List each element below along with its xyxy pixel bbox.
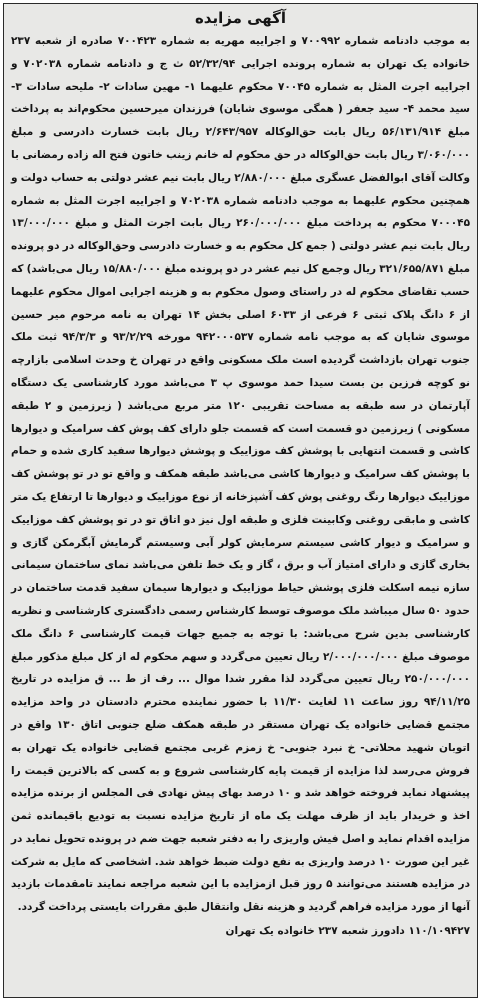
notice-title: آگهی مزایده xyxy=(194,9,287,27)
auction-notice xyxy=(3,3,478,998)
notice-body: به موجب دادنامه شماره ۷۰۰۹۹۲ و اجراییه مهریه به شماره ۷۰۰۴۲۳ صادره از شعبه ۲۳۷ خانواده یک تهران به شماره پرونده اجرایی ۵۲/۳۲/۹۴ ث ج و دادنامه شماره ۷۰۲۰۳۸ و اجراییه اجرت المثل به شماره ۷۰۰۴۵ محکوم علیهما ۱- مهین سادات ۲- ملیحه سادات ۳- سید محمد ۴- سید جعفر ( همگی موسوی شایان) فرزندان میرحسین محکوم‌اند به پرداخت مبلغ ۵۶/۱۳۱/۹۱۴ ریال بابت حق‌الوکاله ۲/۶۴۳/۹۵۷ ریال بابت خسارت دادرسی و مبلغ ۳/۰۶۰/۰۰۰ ریال بابت حق‌الوکاله در حق محکوم له خانم زینب خاتون فتح اله زاده رمضانی با وکالت آقای ابوالفضل عسگری مبلغ ۲/۸۸۰/۰۰۰ ریال بابت نیم عشر دولتی به حساب دولت و همچنین محکوم علیهما به موجب دادنامه شماره ۷۰۲۰۳۸ و اجراییه اجرت المثل به شماره ۷۰۰۰۴۵ محکوم به پرداخت مبلغ ۲۶۰/۰۰۰/۰۰۰ ریال بابت اجرت المثل و مبلغ ۱۳/۰۰۰/۰۰۰ ریال بابت نیم عشر دولتی ( جمع کل محکوم به و خسارت دادرسی وحق‌الوکاله در دو پرونده مبلغ ۳۲۱/۶۵۵/۸۷۱ ریال وجمع کل نیم عشر در دو پرونده مبلغ ۱۵/۸۸۰/۰۰۰ ریال می‌باشد) که حسب تقاضای محکوم له در راستای وصول محکوم به و هزینه اجرایی اموال محکوم علیهما از ۶ دانگ پلاک ثبتی ۶ فرعی از ۶۰۳۳ اصلی بخش ۱۴ تهران به نامه مرحوم میر حسین موسوی شایان که به موجب نامه شماره ۹۴۲۰۰۰۵۳۷ مورخه ۹۳/۲/۲۹ و ۹۴/۳/۳ ثبت ملک جنوب تهران بازداشت گردیده است ملک مسکونی واقع در تهران خ وحدت اسلامی بازارچه نو کوچه فرزین بن بست سیدا حمد موسوی پ ۳ می‌باشد مورد کارشناسی یک دستگاه آپارتمان در سه طبقه به مساحت تقریبی ۱۲۰ متر مربع می‌باشد ( زیرزمین و ۲ طبقه مسکونی ) زیرزمین دو قسمت است که قسمت جلو دارای کف پوش کف سرامیک و دیوارها کاشی و قسمت انتهایی با پوشش کف موزاییک و پوشش دیوارها سفید کاری شده و حمام با پوشش کف سرامیک و دیوارها کاشی می‌باشد طبقه همکف و واقع تو در تو پوشش کف موزاییک دیوارها رنگ روغنی پوش کف آشپزخانه از نوع موزاییک و دیوارها تا ارتفاع یک متر کاشی و مابقی روغنی وکابینت فلزی و طبقه اول نیز دو اتاق تو در تو پوشش کف موزاییک و سرامیک و دیوار کاشی سیستم سرمایش کولر آبی وسیستم گرمایش آبگرمکن گازی و بخاری گازی و دارای امتیاز آب و برق ، گاز و یک خط تلفن می‌باشد نمای ساختمان سیمانی سازه نیمه اسکلت فلزی پوشش حیاط موزاییک و دیوارها سیمان سفید قدمت ساختمان در حدود ۵۰ سال میباشد ملک موصوف توسط کارشناس رسمی دادگستری کارشناسی و نظریه کارشناسی بدین شرح می‌باشد: با توجه به جمیع جهات قیمت کارشناسی ۶ دانگ ملک موصوف مبلغ ۲/۰۰۰/۰۰۰/۰۰۰ ریال تعیین می‌گردد و سهم محکوم له از کل مبلغ مذکور مبلغ ۲۵۰/۰۰۰/۰۰۰ ریال تعیین می‌گردد لذا مقرر شدا موال ... رف از ط ... ق مزایده در تاریخ ۹۴/۱۱/۲۵ روز ساعت ۱۱ لغایت ۱۱/۳۰ با حضور نماینده محترم دادستان در واحد مزایده مجتمع قضایی خانواده یک تهران مستقر در طبقه همکف ضلع جنوبی اتاق ۱۳۰ واقع در اتوبان شهید محلاتی- خ نبرد جنوبی- خ زمزم غربی مجتمع قضایی خانواده یک تهران به فروش می‌رسد لذا مزایده از قیمت پایه کارشناسی شروع و به کسی که بالاترین قیمت را پیشنهاد نماید فروخته خواهد شد و ۱۰ درصد بهای پیش نهادی فی المجلس از برنده مزایده اخذ و خریدار باید از ظرف مهلت یک ماه از تاریخ مزایده نسبت به تودیع باقیمانده ثمن مزایده اقدام نماید و اصل فیش واریزی را به دفتر شعبه جهت ضم در پرونده تحویل نماید در غیر این صورت ۱۰ درصد واریزی به نفع دولت ضبط خواهد شد. اشخاصی که مایل به شرکت در مزایده هستند می‌توانند ۵ روز قبل ازمزایده با این شعبه مراجعه نمایند تامقدمات بازدید آنها از مورد مزایده فراهم گردید و هزینه نقل وانتقال طبق مقررات بایستی پرداخت گردد. xyxy=(11,35,471,914)
notice-footer: ۱۱۰/۱۰۹۴۲۷ دادورز شعبه ۲۳۷ خانواده یک تهران xyxy=(225,925,470,938)
